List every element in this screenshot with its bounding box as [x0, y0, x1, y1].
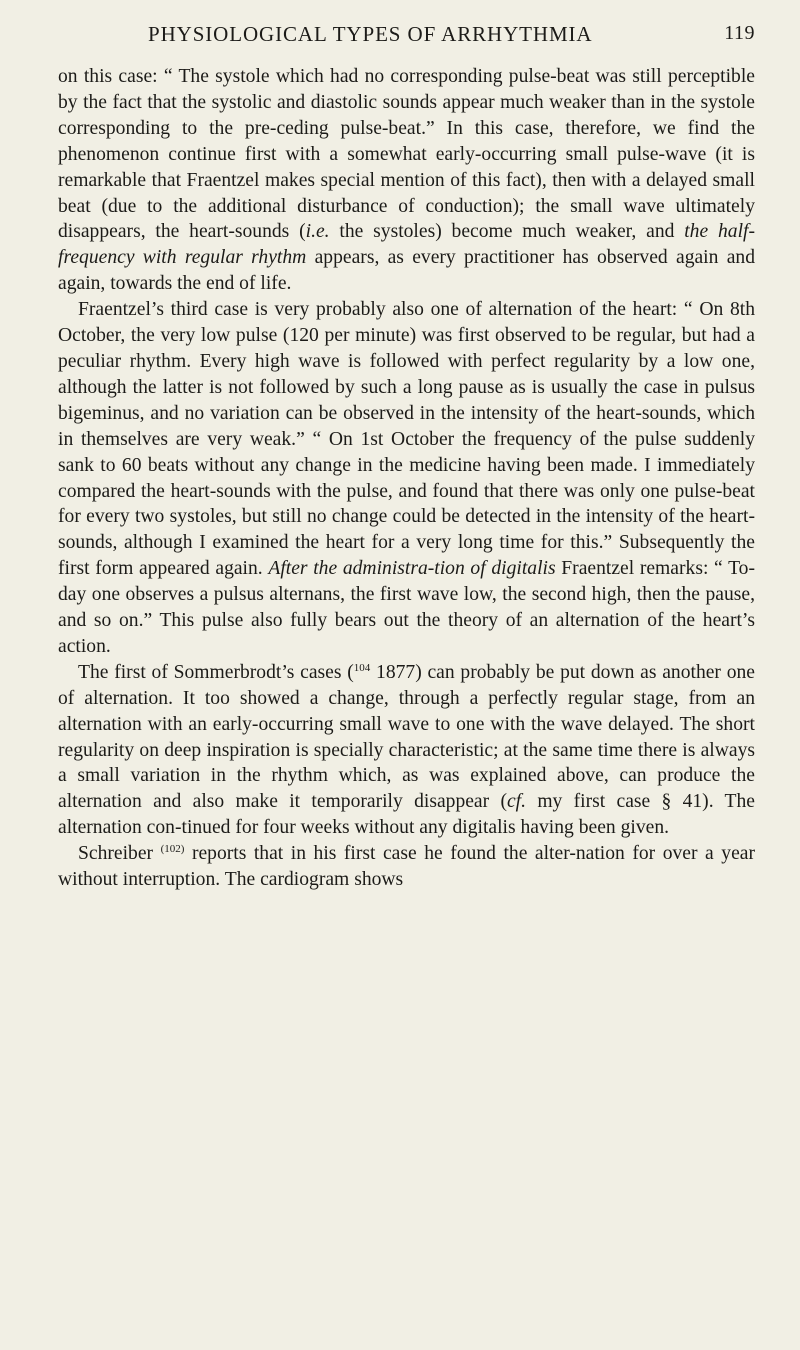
paragraph-1 — [58, 64, 755, 297]
book-page — [58, 14, 755, 893]
paragraph-text: the systoles) become much weaker, and — [329, 221, 685, 243]
paragraph-2 — [58, 297, 755, 660]
paragraph-3 — [58, 660, 755, 841]
paragraph-text: on this case: “ The systole which had no corresponding pulse-beat was still perceptible by the fact that the systolic and diastolic sounds appear much weaker than in the systole corresponding to the pre-ceding pulse-beat.” In this case, therefore, we find the phenomenon continue first with a somewhat early-occurring small pulse-wave (it is remarkable that Fraentzel makes special mention of this fact), then with a delayed small beat (due to the additional disturbance of conduction); the small wave ultimately disappears, the heart-sounds ( — [58, 66, 755, 243]
page-number: 119 — [724, 22, 755, 44]
reference-number: (102) — [160, 843, 185, 856]
reference-number: 104 — [353, 661, 371, 674]
paragraph-text: appears, as every practitioner has observed again and again, towards the end of life. — [58, 247, 755, 295]
italic-text: i.e. — [305, 221, 330, 243]
italic-text: cf. — [506, 791, 527, 813]
body-text — [58, 64, 755, 893]
paragraph-text: reports that in his first case he found the alter-nation for over a year without interruption. The cardiogram shows — [58, 843, 755, 891]
running-head-title: PHYSIOLOGICAL TYPES OF ARRHYTHMIA — [148, 22, 593, 46]
paragraph-text: Fraentzel’s third case is very probably also one of alternation of the heart: “ On 8th October, the very low pulse (120 per minute) was first observed to be regular, but had a peculiar rhythm. Every high wave is followed with perfect regularity by a low one, although the latter is not followed by such a long pause as is usually the case in pulsus bigeminus, and no variation can be observed in the intensity of the heart-sounds, which in themselves are very weak.” “ On 1st October the frequency of the pulse suddenly sank to 60 beats without any change in the medicine having been made. I immediately compared the heart-sounds with the pulse, and found that there was only one pulse-beat for every two systoles, but still no change could be detected in the intensity of the heart-sounds, although I examined the heart for a very long time for this.” Subsequently the first form appeared again. — [58, 299, 755, 580]
paragraph-4 — [58, 841, 755, 893]
paragraph-text: The first of Sommerbrodt’s cases ( — [78, 661, 354, 683]
italic-text: the half-frequency with regular rhythm — [58, 221, 755, 269]
running-head — [58, 14, 755, 54]
italic-text: After the administra-tion of digitalis — [268, 558, 556, 580]
paragraph-text: Fraentzel remarks: “ To-day one observes a pulsus alternans, the first wave low, the second high, then the pause, and so on.” This pulse also fully bears out the theory of an alternation of the heart’s action. — [58, 558, 755, 657]
paragraph-text: 1877) can probably be put down as another one of alternation. It too showed a change, through a perfectly regular stage, from an alternation with an early-occurring small wave to one with the wave delayed. The short regularity on deep inspiration is specially characteristic; at the same time there is always a small variation in the rhythm which, as was explained above, can produce the alternation and also make it temporarily disappear ( — [58, 661, 755, 813]
paragraph-text: Schreiber — [78, 843, 161, 865]
paragraph-text: my first case § 41). The alternation con-tinued for four weeks without any digitalis having been given. — [58, 791, 755, 839]
